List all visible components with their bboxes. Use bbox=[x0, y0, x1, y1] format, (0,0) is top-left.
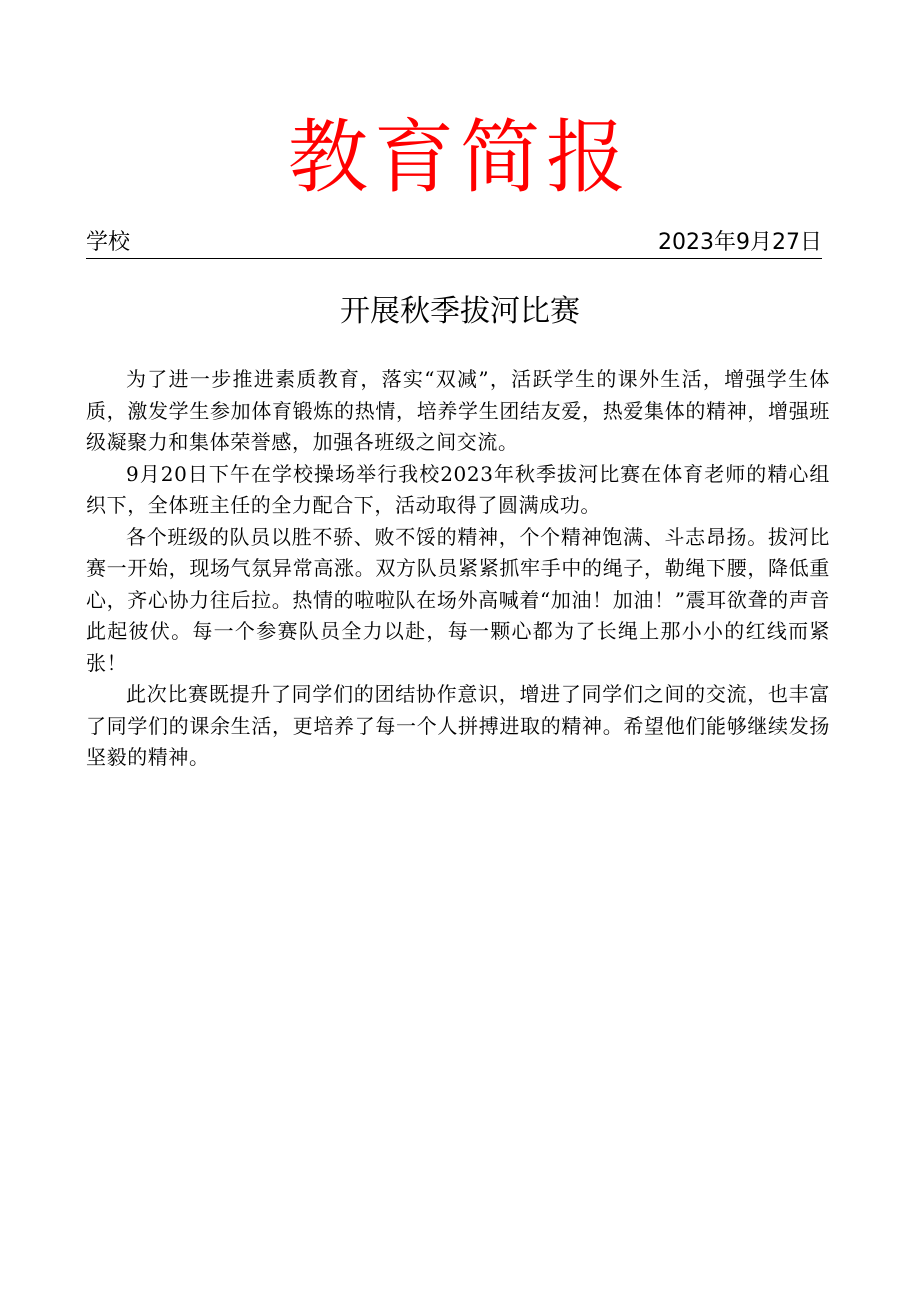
article-paragraph: 各个班级的队员以胜不骄、败不馁的精神，个个精神饱满、斗志昂扬。拔河比赛一开始，现场气氛异常高涨。双方队员紧紧抓牢手中的绳子，勒绳下腰，降低重心，齐心协力往后拉。热情的啦啦队在场外高喊着“加油！加油！”震耳欲聋的声音此起彼伏。每一个参赛队员全力以赴，每一颗心都为了长绳上那小小的红线而紧张！ bbox=[86, 524, 830, 675]
school-label: 学校 bbox=[86, 230, 131, 255]
masthead-title: 教育简报 bbox=[288, 111, 632, 204]
article-paragraph: 为了进一步推进素质教育，落实“双减”，活跃学生的课外生活，增强学生体质，激发学生参加体育锻炼的热情，培养学生团结友爱，热爱集体的精神，增强班级凝聚力和集体荣誉感，加强各班级之间交流。 bbox=[86, 367, 830, 454]
article-paragraph: 9月20日下午在学校操场举行我校2023年秋季拔河比赛在体育老师的精心组织下，全体班主任的全力配合下，活动取得了圆满成功。 bbox=[86, 461, 830, 517]
article-title: 开展秋季拔河比赛 bbox=[340, 294, 580, 329]
article-paragraph: 此次比赛既提升了同学们的团结协作意识，增进了同学们之间的交流，也丰富了同学们的课余生活，更培养了每一个人拼搏进取的精神。希望他们能够继续发扬坚毅的精神。 bbox=[86, 682, 830, 769]
issue-date: 2023年9月27日 bbox=[658, 230, 822, 255]
header-meta-line bbox=[86, 228, 822, 259]
article-body bbox=[86, 364, 830, 774]
